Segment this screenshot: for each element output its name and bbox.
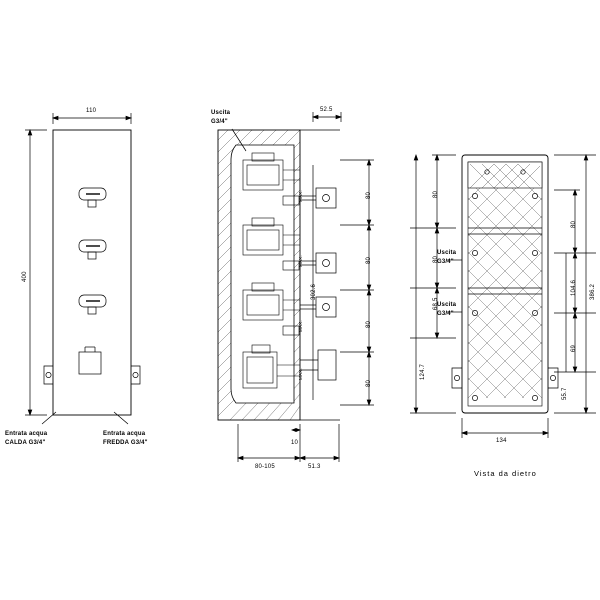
side-spacing-dim-3: 80: [366, 320, 372, 328]
thread-mark-1: MAX.: [298, 190, 303, 202]
rear-right-dim-b: 104.6: [571, 279, 577, 296]
front-width-dim: 110: [86, 108, 97, 114]
side-outlet-callout-line2: G3/4": [211, 119, 228, 125]
rear-left-dim-a: 80: [433, 190, 439, 198]
rear-right-dim-d: 69: [571, 344, 577, 352]
side-spacing-dim-4: 80: [366, 379, 372, 387]
rear-view-caption: Vista da dietro: [474, 469, 537, 478]
rear-left-dim-d: 124.7: [420, 363, 426, 380]
side-bottom-dim-a: 80-105: [255, 464, 275, 470]
side-spacing-dim-1: 80: [366, 191, 372, 199]
side-overall-dim: 302.6: [311, 283, 317, 300]
hot-inlet-label-line1: Entrata acqua: [5, 431, 48, 437]
rear-width-dim: 134: [496, 438, 507, 444]
hot-inlet-label-line2: CALDA G3/4": [5, 440, 46, 446]
rear-right-dim-a: 80: [571, 220, 577, 228]
rear-outlet-callout-2-line2: G3/4": [437, 311, 454, 317]
rear-right-dim-e: 55.7: [562, 387, 568, 400]
rear-left-dim-b: 80: [433, 255, 439, 263]
side-small-dim-10: 10: [291, 440, 299, 446]
front-height-dim: 400: [22, 271, 28, 282]
side-outlet-callout-line1: Uscita: [211, 110, 231, 116]
rear-outlet-callout-1-line1: Uscita: [437, 250, 457, 256]
cold-inlet-label-line2: FREDDA G3/4": [103, 440, 148, 446]
rear-outlet-callout-2-line1: Uscita: [437, 302, 457, 308]
thread-mark-4: MAX.: [298, 368, 303, 380]
rear-right-dim-c: 386.2: [590, 283, 596, 300]
thread-mark-2: MAX.: [298, 255, 303, 267]
cold-inlet-label-line1: Entrata acqua: [103, 431, 146, 437]
thread-mark-3: MAX.: [298, 320, 303, 332]
side-spacing-dim-2: 80: [366, 256, 372, 264]
rear-left-dim-c: 68.5: [433, 297, 439, 310]
side-bottom-dim-b: 51.3: [308, 464, 321, 470]
rear-outlet-callout-1-line2: G3/4": [437, 259, 454, 265]
side-top-dim: 52.5: [320, 107, 333, 113]
